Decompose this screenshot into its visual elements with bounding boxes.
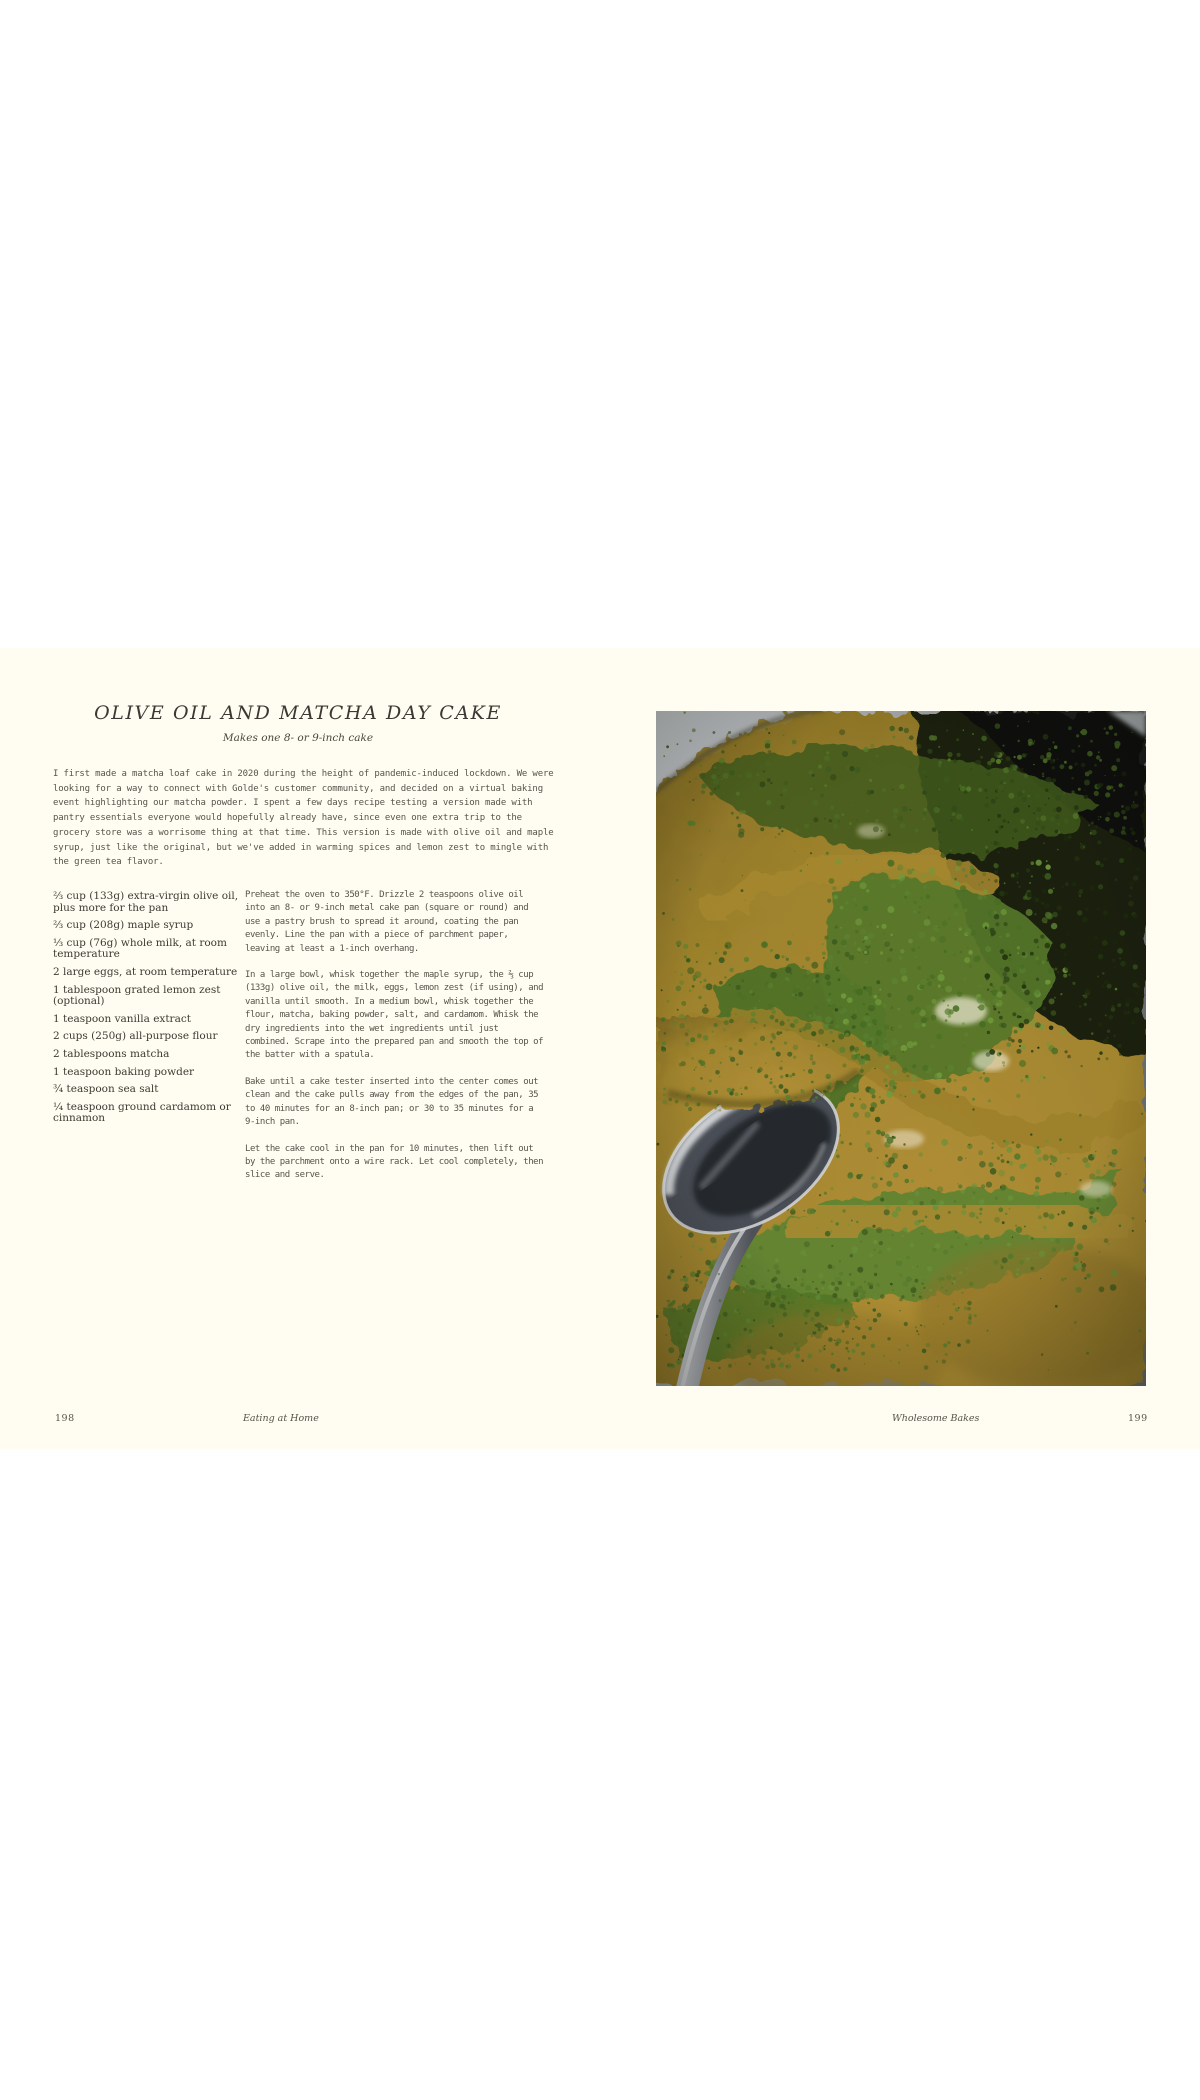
ingredient-item: ⅓ cup (76g) whole milk, at room temperature	[53, 936, 227, 961]
ingredient-item: 1 teaspoon vanilla extract	[53, 1012, 191, 1025]
running-head-right: Wholesome Bakes	[892, 1413, 980, 1424]
page-number-left: 198	[55, 1413, 75, 1424]
page-number-right: 199	[1128, 1413, 1148, 1424]
recipe-title: OLIVE OIL AND MATCHA DAY CAKE	[94, 702, 502, 724]
ingredient-item: 1 teaspoon baking powder	[53, 1065, 195, 1078]
recipe-intro: I first made a matcha loaf cake in 2020 during the height of pandemic-induced lockdown. We were looking for a way to connect with Golde's customer community, and decided on a virtual baking event highlighting our matcha powder. I spent a few days recipe testing a version made with pantry essentials everyone would hopefully already have, since even one extra trip to the grocery store was a worrisome thing at that time. This version is made with olive oil and maple syrup, just like the original, but we've added in warming spices and lemon zest to mingle with the green tea flavor.	[53, 769, 554, 868]
ingredient-list	[53, 891, 249, 1131]
instruction-list	[245, 889, 547, 1196]
matcha-batter-spoon-photo	[656, 711, 1146, 1386]
ingredient-item: ¾ teaspoon sea salt	[53, 1083, 159, 1096]
instruction-paragraph: Let the cake cool in the pan for 10 minutes, then lift out by the parchment onto a wire rack. Let cool completely, then slice and serve.	[245, 1143, 544, 1181]
ingredient-item: ⅔ cup (208g) maple syrup	[53, 919, 194, 932]
recipe-yield: Makes one 8- or 9-inch cake	[222, 732, 374, 744]
running-head-left: Eating at Home	[243, 1413, 319, 1424]
ingredient-item: 2 large eggs, at room temperature	[53, 965, 238, 978]
instruction-paragraph: Preheat the oven to 350°F. Drizzle 2 teaspoons olive oil into an 8- or 9-inch metal cake pan (square or round) and use a pastry brush to spread it around, coating the pan evenly. Line the pan with a piece of parchment paper, leaving at least a 1-inch overhang.	[245, 890, 529, 954]
ingredient-item: 2 tablespoons matcha	[53, 1047, 170, 1060]
ingredient-item: 1 tablespoon grated lemon zest (optional)	[53, 983, 221, 1008]
ingredient-item: ⅔ cup (133g) extra-virgin olive oil, plus more for the pan	[53, 890, 239, 914]
ingredient-item: ¼ teaspoon ground cardamom or cinnamon	[53, 1100, 231, 1125]
instruction-paragraph: Bake until a cake tester inserted into the center comes out clean and the cake pulls away from the edges of the pan, 35 to 40 minutes for an 8-inch pan; or 30 to 35 minutes for a 9-inch pan.	[245, 1076, 539, 1128]
page-spread	[0, 648, 1200, 1449]
instruction-paragraph: In a large bowl, whisk together the maple syrup, the ⅔ cup (133g) olive oil, the milk, eggs, lemon zest (if using), and vanilla until smooth. In a medium bowl, whisk together the flour, matcha, baking powder, salt, and cardamom. Whisk the dry ingredients into the wet ingredients until just combined. Scrape into the prepared pan and smooth the top of the batter with a spatula.	[245, 970, 544, 1061]
ingredient-item: 2 cups (250g) all-purpose flour	[53, 1030, 218, 1043]
